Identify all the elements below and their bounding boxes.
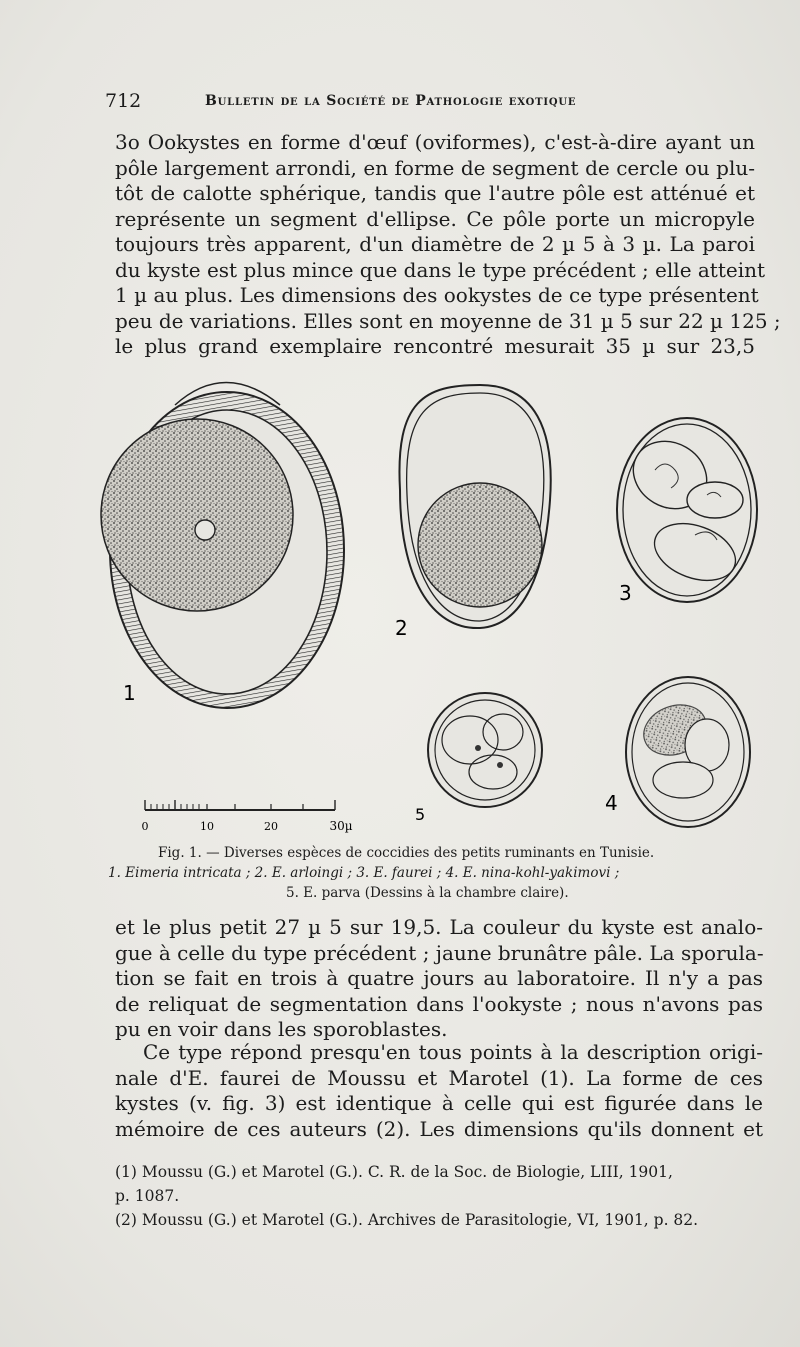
text-line: kystes (v. fig. 3) est identique à celle qui est figurée dans le [115,1091,763,1115]
oocyst-3-faurei [617,418,757,602]
scale-bar [142,800,353,833]
footnote-1 [115,1160,775,1208]
figure-label-1: 1 [123,681,136,705]
scale-tick-20: 20 [264,820,278,833]
journal-title: Bulletin de la Société de Pathologie exotique [205,93,577,109]
caption-line-3: 5. E. parva (Dessins à la chambre claire). [286,885,569,901]
figure-label-5: 5 [415,805,426,824]
text-line: nale d'E. faurei de Moussu et Marotel (1). La forme de ces [115,1065,763,1090]
figure-caption [108,843,768,903]
figure-drawing [95,360,785,840]
text-line: mémoire de ces auteurs (2). Les dimensions qu'ils donnent et [115,1116,763,1141]
paragraph-oviform-oocysts [115,130,781,360]
oocyst-1-intricata [101,383,344,709]
text-line: toujours très apparent, d'un diamètre de 2 µ 5 à 3 µ. La paroi [115,232,755,256]
figure-coccidia-oocysts [95,360,785,840]
figure-label-4: 4 [605,791,618,815]
footnote-2: (2) Moussu (G.) et Marotel (G.). Archives de Parasitologie, VI, 1901, p. 82. [115,1211,699,1229]
scale-tick-30: 30µ [329,819,353,833]
text-line: de reliquat de segmentation dans l'ookyste ; nous n'avons pas [115,991,763,1016]
paragraph-faurei-description [115,1040,763,1142]
scale-tick-10: 10 [200,820,214,833]
footnote-1-line-1: (1) Moussu (G.) et Marotel (G.). C. R. de la Soc. de Biologie, LIII, 1901, [115,1163,673,1181]
caption-line-2: 1. Eimeria intricata ; 2. E. arloingi ; 3. E. faurei ; 4. E. nina-kohl-yakimovi ; [108,865,620,881]
text-line: peu de variations. Elles sont en moyenne de 31 µ 5 sur 22 µ 125 ; [115,308,781,333]
text-line: et le plus petit 27 µ 5 sur 19,5. La couleur du kyste est analo- [115,915,763,939]
figure-label-3: 3 [619,581,632,605]
text-line: pu en voir dans les sporoblastes. [115,1017,448,1041]
text-line: 1 µ au plus. Les dimensions des ookystes de ce type présentent [115,283,759,307]
paragraph-smallest-specimen [115,915,763,1043]
running-header [105,90,675,114]
text-line: Ce type répond presqu'en tous points à la description origi- [143,1040,763,1064]
figure-label-2: 2 [395,616,408,640]
text-line: pôle largement arrondi, en forme de segment de cercle ou plu- [115,155,755,180]
text-line: tion se fait en trois à quatre jours au laboratoire. Il n'y a pas [115,966,763,990]
oocyst-4-nina-kohl-yakimovi [626,677,750,827]
caption-line-1: Fig. 1. — Diverses espèces de coccidies des petits ruminants en Tunisie. [158,845,655,861]
text-line: gue à celle du type précédent ; jaune brunâtre pâle. La sporula- [115,940,764,965]
text-line: le plus grand exemplaire rencontré mesurait 35 µ sur 23,5 [115,334,755,358]
text-line: 3o Ookystes en forme d'œuf (oviformes), c'est-à-dire ayant un [115,130,755,154]
footnote-1-line-2: p. 1087. [115,1187,180,1205]
text-line: du kyste est plus mince que dans le type précédent ; elle atteint [115,257,766,282]
oocyst-5-parva [428,693,542,807]
oocyst-2-arloingi [399,385,550,628]
scale-tick-0: 0 [141,820,149,833]
page-number: 712 [105,90,142,112]
text-line: représente un segment d'ellipse. Ce pôle porte un micropyle [115,206,755,231]
text-line: tôt de calotte sphérique, tandis que l'autre pôle est atténué et [115,181,755,205]
